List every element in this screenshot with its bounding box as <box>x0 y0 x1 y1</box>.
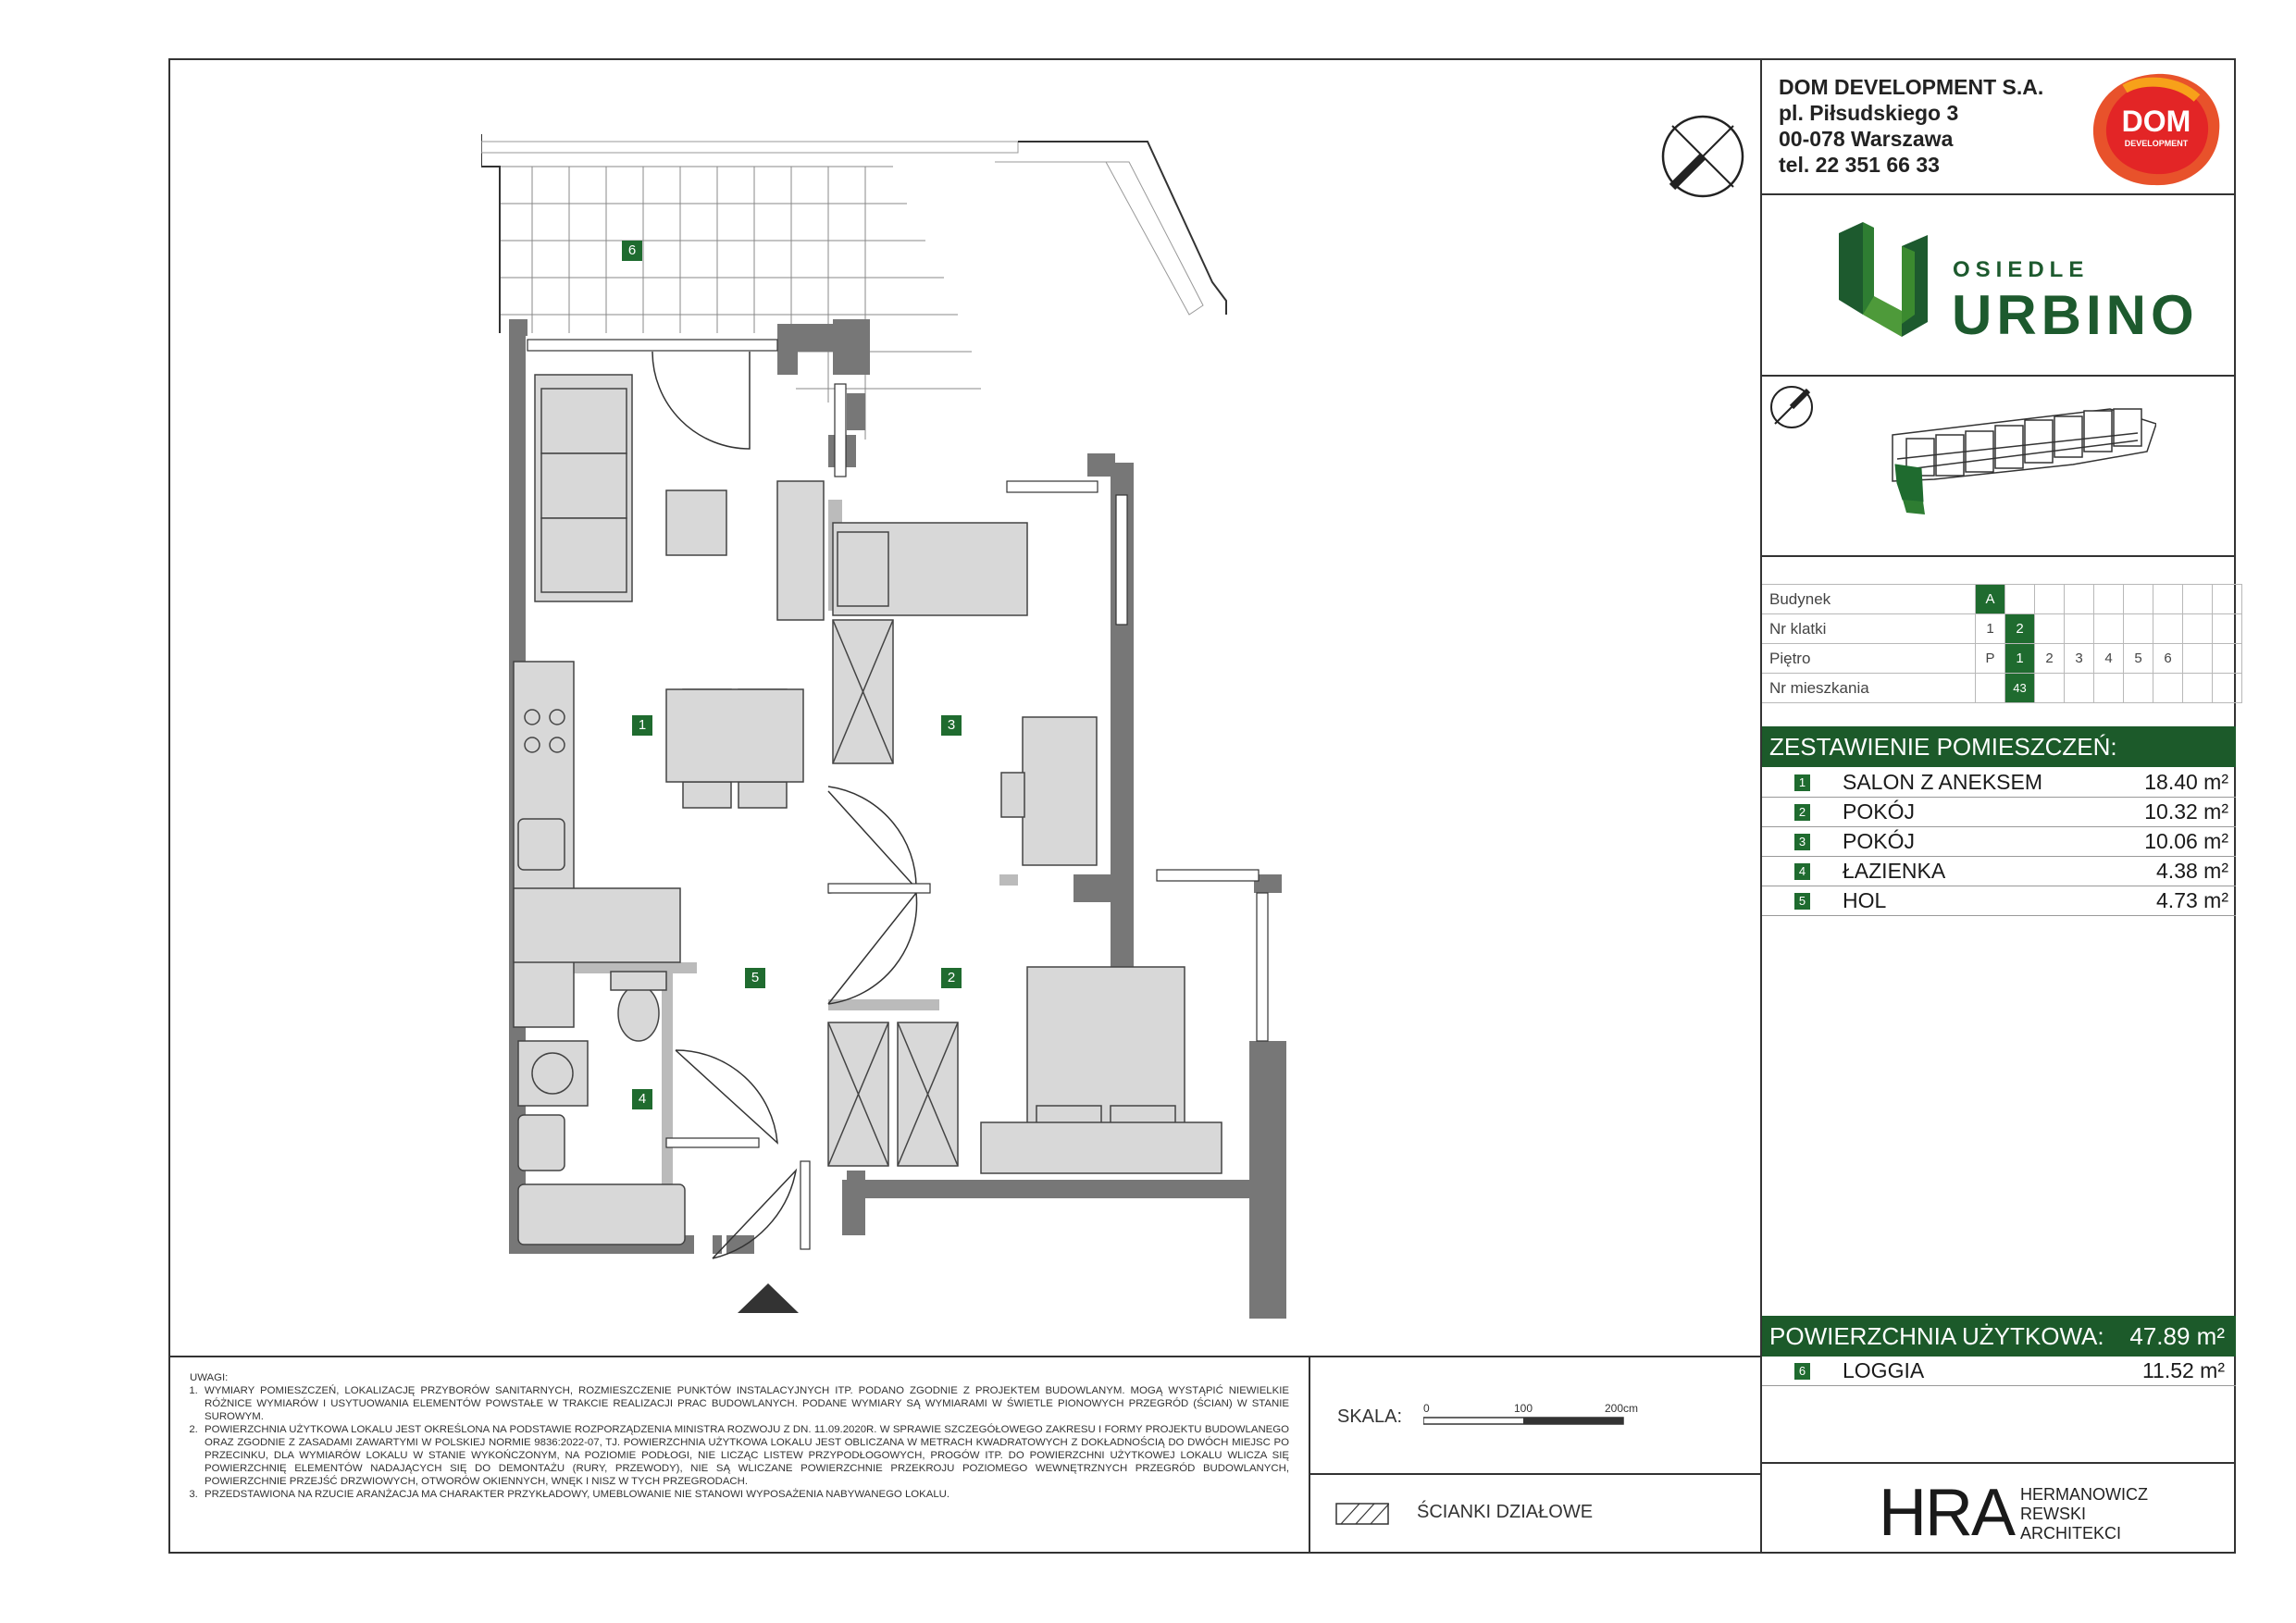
legend-label: ŚCIANKI DZIAŁOWE <box>1417 1502 1594 1522</box>
svg-text:DEVELOPMENT: DEVELOPMENT <box>2124 139 2189 148</box>
project-divider <box>1760 375 2236 377</box>
keyplan-compass-icon <box>1771 387 1812 427</box>
rooms-list <box>1762 768 2236 916</box>
loggia-row: 6 LOGGIA 11.52 m² <box>1762 1357 2236 1386</box>
urbino-u-icon <box>1837 222 1948 342</box>
floor-plan <box>481 134 1323 1328</box>
bedroom-2-furniture <box>828 967 1222 1173</box>
plan-label-bedroom-3: 3 <box>941 715 962 736</box>
architect-mark: HRA <box>1879 1476 2015 1550</box>
room-row: 2 POKÓJ 10.32 m² <box>1762 798 2236 827</box>
svg-text:200cm: 200cm <box>1605 1402 1639 1415</box>
notes <box>190 1371 1289 1501</box>
room-row: 5 HOL 4.73 m² <box>1762 886 2236 916</box>
row-mieszkanie: Nr mieszkania 43 <box>1762 674 2242 703</box>
dom-development-logo <box>2088 70 2225 189</box>
note-item: 3. PRZEDSTAWIONA NA RZUCIE ARANŻACJA MA CHARAKTER PRZYKŁADOWY, UMEBLOWANIE NIE STANOWI WYPOSAŻENIA NABYWANEGO LOKALU. <box>201 1488 1289 1501</box>
salon-furniture <box>535 375 824 808</box>
svg-text:100: 100 <box>1514 1402 1533 1415</box>
keyplan-divider <box>1760 555 2236 557</box>
unit-info-table <box>1762 584 2242 703</box>
north-compass-icon <box>1659 113 1746 200</box>
plan-label-loggia: 6 <box>622 241 642 261</box>
company-divider <box>1760 193 2236 195</box>
total-label: POWIERZCHNIA UŻYTKOWA: <box>1769 1322 2104 1350</box>
scale-label: SKALA: <box>1337 1406 1403 1427</box>
room-row: 1 SALON Z ANEKSEM 18.40 m² <box>1762 768 2236 798</box>
partition-hatch-icon <box>1335 1503 1389 1525</box>
row-budynek: Budynek A <box>1762 585 2242 614</box>
project-line2: URBINO <box>1952 284 2199 346</box>
architect-name: HERMANOWICZ REWSKI ARCHITEKCI <box>2020 1485 2148 1542</box>
project-line1: OSIEDLE <box>1953 257 2090 282</box>
notes-title: UWAGI: <box>190 1372 229 1383</box>
company-city: 00-078 Warszawa <box>1779 127 1954 151</box>
rooms-header: ZESTAWIENIE POMIESZCZEŃ: <box>1762 726 2236 767</box>
room-row: 4 ŁAZIENKA 4.38 m² <box>1762 857 2236 886</box>
total-value: 47.89 m² <box>2129 1322 2225 1350</box>
svg-text:0: 0 <box>1423 1402 1430 1415</box>
company-name: DOM DEVELOPMENT S.A. <box>1779 75 2044 99</box>
note-item: 1. WYMIARY POMIESZCZEŃ, LOKALIZACJĘ PRZYBORÓW SANITARNYCH, ROZMIESZCZENIE PUNKTÓW INSTALACYJNYCH ITP. PODANO ZGODNIE Z PROJEKTEM BUDOWLANYM. MOGĄ WYSTĄPIĆ NIEWIELKIE RÓŻNICE WYMIARÓW I USYTUOWANIA ELEMENTÓW POWSTAŁE W TRAKCIE REALIZACJI PRAC BUDOWLANYCH. PODANE WYMIARY SĄ WYMIARAMI W ŚWIETLE PIONOWYCH PRZEGRÓD (ŚCIAN) W STANIE SUROWYM. <box>201 1384 1289 1423</box>
plan-label-bathroom: 4 <box>632 1089 652 1109</box>
architect-divider <box>1760 1462 2236 1464</box>
company-block <box>1779 74 2043 178</box>
company-phone: tel. 22 351 66 33 <box>1779 153 1940 177</box>
osiedle-urbino-logo <box>1837 222 2199 346</box>
note-item: 2. POWIERZCHNIA UŻYTKOWA LOKALU JEST OKREŚLONA NA PODSTAWIE ROZPORZĄDZENIA MINISTRA ROZWOJU Z DN. 11.09.2020R. W SPRAWIE SZCZEGÓŁOWEGO ZAKRESU I FORMY PROJEKTU BUDOWLANEGO ORAZ ZGODNIE Z ZASADAMI ZAWARTYMI W POLSKIEJ NORMIE 9836:2022-07, TJ. POWIERZCHNIA UŻYTKOWA LOKALU JEST OBLICZANA W METRACH KWADRATOWYCH Z DOKŁADNOŚCIĄ DO DWÓCH MIEJSC PO PRZECINKU, DLA WYMIARÓW LOKALU W STANIE WYKOŃCZONYM, NA POZIOMIE PODŁOGI, NIE LICZĄC LISTEW PRZYPODŁOGOWYCH, PROGÓW ITP. DO POWIERZCHNI UŻYTKOWEJ LOKALU WLICZA SIĘ POWIERZCHNIĘ ELEMENTÓW NADAJĄCYCH SIĘ DO DEMONTAŻU (RURY, PRZEWODY), NIE SĄ WLICZANE POWIERZCHNIE PRZEKROJU POZIOMEGO WEWNĘTRZNYCH PRZEGRÓD BUDOWLANYCH, POWIERZCHNIE PRZEJŚĆ DRZWIOWYCH, OTWORÓW OKIENNYCH, WNĘK I NISZ W TYCH PRZEGRODACH. <box>201 1423 1289 1488</box>
key-plan <box>1768 379 2156 546</box>
bedroom-3-furniture <box>833 523 1097 865</box>
row-klatka: Nr klatki 1 2 <box>1762 614 2242 644</box>
plan-label-bedroom-2: 2 <box>941 968 962 988</box>
notes-divider <box>168 1356 1761 1357</box>
architect-logo <box>1879 1476 2175 1550</box>
room-row: 3 POKÓJ 10.06 m² <box>1762 827 2236 857</box>
row-pietro: Piętro P 1 2 3 4 5 6 <box>1762 644 2242 674</box>
svg-text:DOM: DOM <box>2121 105 2191 138</box>
company-street: pl. Piłsudskiego 3 <box>1779 101 1959 125</box>
entrance-arrow-icon <box>736 1282 800 1315</box>
scale-bar <box>1423 1397 1645 1434</box>
plan-label-hall: 5 <box>745 968 765 988</box>
scale-legend-divider <box>1309 1473 1761 1475</box>
total-area-bar <box>1762 1316 2236 1357</box>
plan-label-salon: 1 <box>632 715 652 736</box>
scale-divider <box>1309 1356 1310 1554</box>
